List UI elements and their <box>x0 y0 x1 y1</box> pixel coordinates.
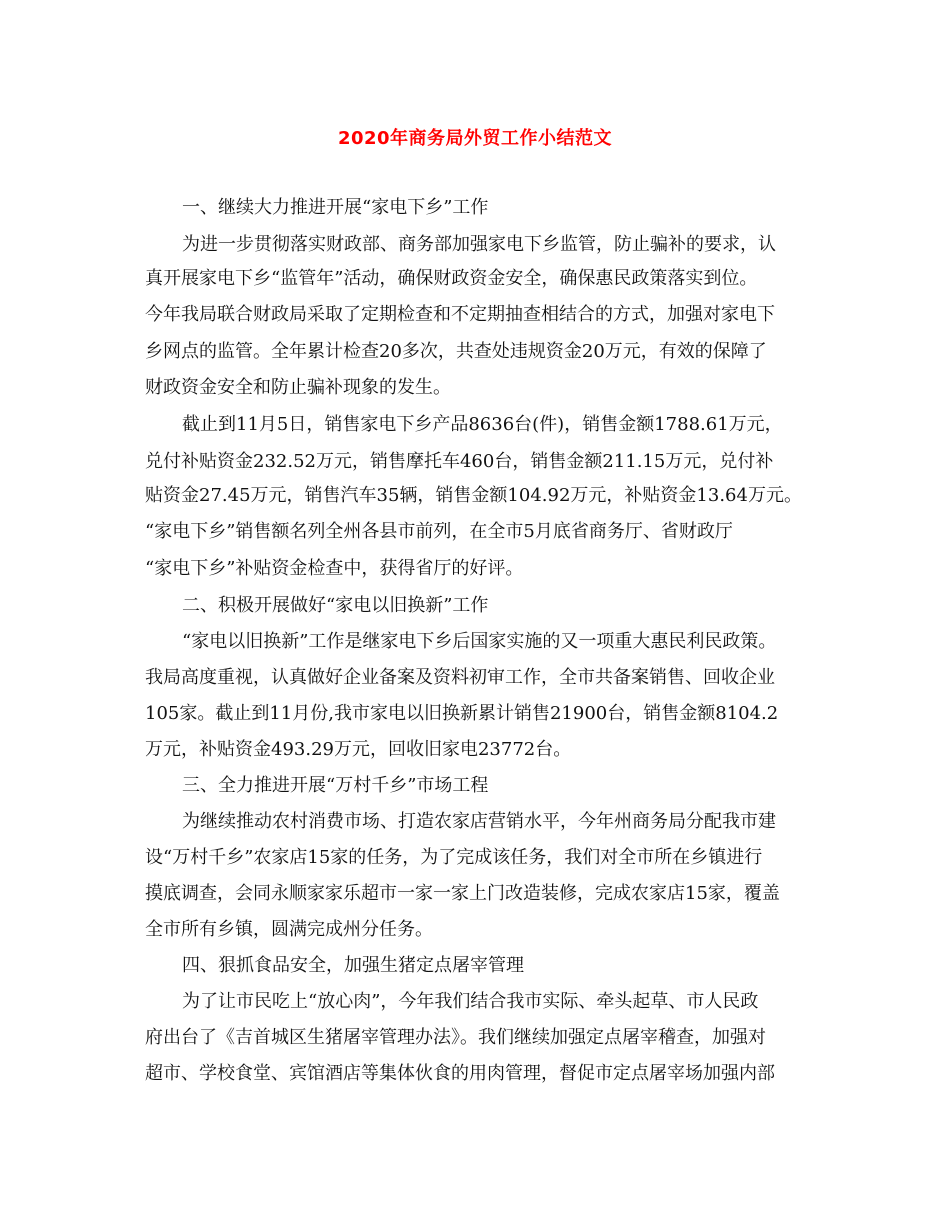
paragraph-line: 105家。截止到11月份,我市家电以旧换新累计销售21900台，销售金额8104.2 <box>145 703 779 724</box>
paragraph-line: 摸底调查，会同永顺家家乐超市一家一家上门改造装修，完成农家店15家，覆盖 <box>145 883 780 904</box>
paragraph-line: 为了让市民吃上“放心肉”，今年我们结合我市实际、牵头起草、市人民政 <box>182 991 759 1012</box>
paragraph-line: 为继续推动农村消费市场、打造农家店营销水平，今年州商务局分配我市建 <box>182 811 776 832</box>
paragraph-line: “家电以旧换新”工作是继家电下乡后国家实施的又一项重大惠民利民政策。 <box>182 631 777 652</box>
paragraph-line: 设“万村千乡”农家店15家的任务，为了完成该任务，我们对全市所在乡镇进行 <box>145 847 763 868</box>
paragraph-line: 真开展家电下乡“监管年”活动，确保财政资金安全，确保惠民政策落实到位。 <box>145 268 758 289</box>
paragraph-line: 贴资金27.45万元，销售汽车35辆，销售金额104.92万元，补贴资金13.64万元。 <box>145 485 802 506</box>
section-heading-3: 三、全力推进开展“万村千乡”市场工程 <box>182 775 489 796</box>
paragraph-line: 我局高度重视，认真做好企业备案及资料初审工作，全市共备案销售、回收企业 <box>145 667 775 688</box>
paragraph-line: 截止到11月5日，销售家电下乡产品8636台(件)，销售金额1788.61万元， <box>182 414 783 435</box>
paragraph-line: 全市所有乡镇，圆满完成州分任务。 <box>145 919 433 940</box>
paragraph-line: 万元，补贴资金493.29万元，回收旧家电23772台。 <box>145 739 572 760</box>
paragraph-line: 乡网点的监管。全年累计检查20多次，共查处违规资金20万元，有效的保障了 <box>145 341 767 362</box>
paragraph-line: 今年我局联合财政局采取了定期检查和不定期抽查相结合的方式，加强对家电下 <box>145 304 775 325</box>
section-heading-1: 一、继续大力推进开展“家电下乡”工作 <box>182 197 489 218</box>
paragraph-line: 兑付补贴资金232.52万元，销售摩托车460台，销售金额211.15万元，兑付补 <box>145 451 774 472</box>
paragraph-line: 超市、学校食堂、宾馆酒店等集体伙食的用肉管理，督促市定点屠宰场加强内部 <box>145 1063 775 1084</box>
paragraph-line: “家电下乡”销售额名列全州各县市前列，在全市5月底省商务厅、省财政厅 <box>145 521 733 542</box>
section-heading-4: 四、狠抓食品安全，加强生猪定点屠宰管理 <box>182 955 524 976</box>
paragraph-line: 财政资金安全和防止骗补现象的发生。 <box>145 377 451 398</box>
paragraph-line: 为进一步贯彻落实财政部、商务部加强家电下乡监管，防止骗补的要求，认 <box>182 234 776 255</box>
section-heading-2: 二、积极开展做好“家电以旧换新”工作 <box>182 595 489 616</box>
paragraph-line: 府出台了《吉首城区生猪屠宰管理办法》。我们继续加强定点屠宰稽查，加强对 <box>145 1027 766 1048</box>
paragraph-line: “家电下乡”补贴资金检查中，获得省厅的好评。 <box>145 558 524 579</box>
document-title: 2020年商务局外贸工作小结范文 <box>337 128 613 149</box>
